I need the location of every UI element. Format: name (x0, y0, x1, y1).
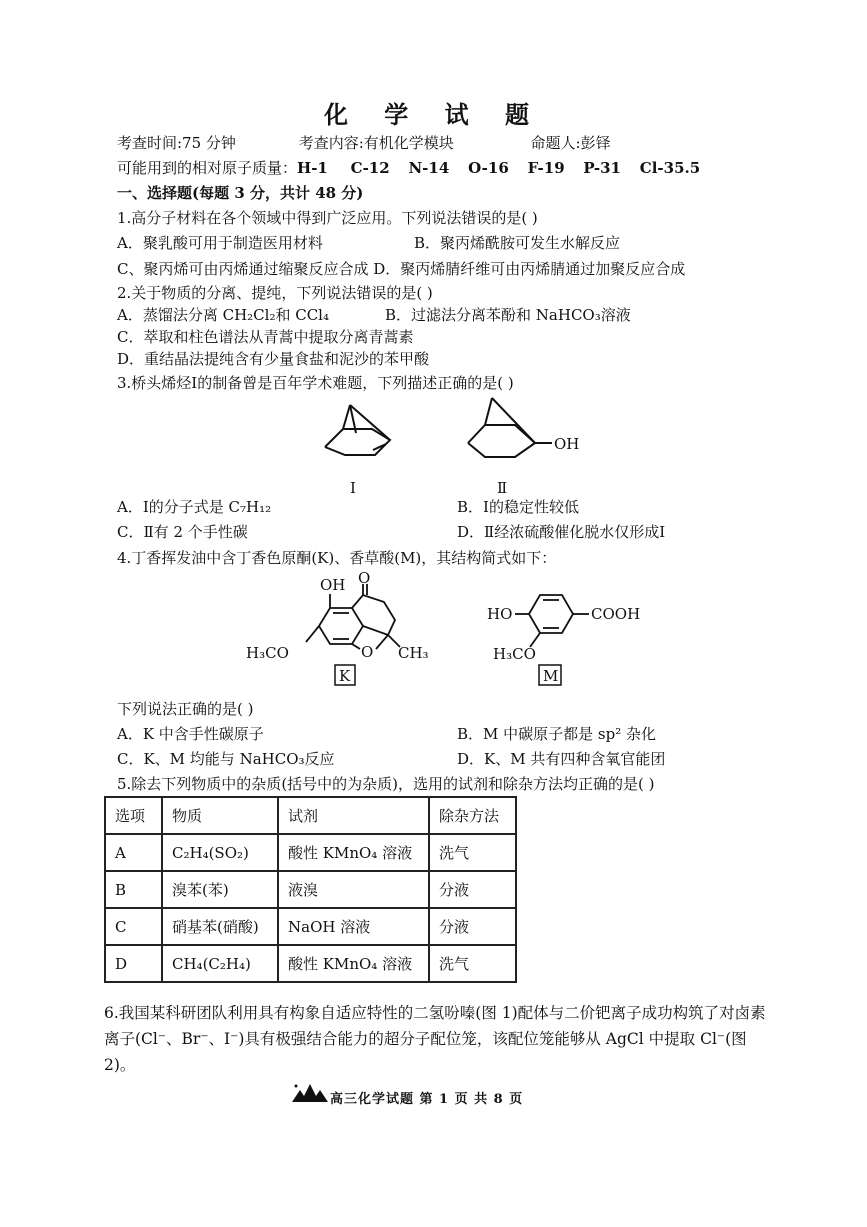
k-label: K (339, 667, 351, 685)
table-cell: 洗气 (429, 945, 516, 982)
table-cell: 分液 (429, 908, 516, 945)
table-cell: D (105, 945, 162, 982)
table-cell: NaOH 溶液 (278, 908, 429, 945)
q2-option-d: D．重结晶法提纯含有少量食盐和泥沙的苯甲酸 (117, 350, 430, 368)
q2-option-b: B．过滤法分离苯酚和 NaHCO₃溶液 (385, 306, 631, 324)
q4-option-d: D．K、M 共有四种含氧官能团 (457, 750, 666, 768)
table-cell: 分液 (429, 871, 516, 908)
table-cell: 溴苯(苯) (162, 871, 278, 908)
atomic-mass-cl: Cl-35.5 (639, 159, 701, 177)
table-cell: B (105, 871, 162, 908)
q5-stem: 5.除去下列物质中的杂质(括号中的为杂质)，选用的试剂和除杂方法均正确的是( ) (117, 775, 655, 793)
q4-stem: 4.丁香挥发油中含丁香色原酮(K)、香草酸(M)，其结构简式如下： (117, 549, 557, 567)
q3-option-c: C．Ⅱ有 2 个手性碳 (117, 523, 248, 541)
q3-structures (310, 395, 610, 500)
m-label: M (543, 667, 559, 685)
publisher-logo (290, 1080, 330, 1106)
atomic-mass-c: C-12 (350, 159, 390, 177)
q3-option-a: A．Ⅰ的分子式是 C₇H₁₂ (117, 498, 272, 516)
k-carbonyl-o: O (358, 570, 371, 587)
q2-option-a: A．蒸馏法分离 CH₂Cl₂和 CCl₄ (117, 306, 329, 324)
q4-option-b: B．M 中碳原子都是 sp² 杂化 (457, 725, 656, 743)
q1-stem: 1.高分子材料在各个领域中得到广泛应用。下列说法错误的是( ) (117, 209, 538, 227)
table-cell: 酸性 KMnO₄ 溶液 (278, 945, 429, 982)
q1-option-cd: C、聚丙烯可由丙烯通过缩聚反应合成 D．聚丙烯腈纤维可由丙烯腈通过加聚反应合成 (117, 260, 686, 278)
table-row (105, 871, 516, 908)
structure-ii (468, 398, 552, 457)
m-methoxy-group: H₃CO (493, 645, 536, 663)
k-oh-group: OH (320, 576, 346, 594)
q6-stem: 6.我国某科研团队利用具有构象自适应特性的二氢吩嗪(图 1)配体与二价钯离子成功构筑了对卤素离子(Cl⁻、Br⁻、I⁻)具有极强结合能力的超分子配位笼，该配位笼能够从 AgCl 中提取 Cl⁻(图 2)。 (104, 1004, 766, 1074)
structure-i (325, 405, 390, 455)
atomic-mass-f: F-19 (527, 159, 565, 177)
table-header-cell: 选项 (105, 797, 162, 834)
q4-option-c: C．K、M 均能与 NaHCO₃反应 (117, 750, 335, 768)
k-methyl-group: CH₃ (398, 644, 429, 662)
atomic-mass-n: N-14 (408, 159, 450, 177)
q5-table (104, 796, 517, 983)
table-cell: C (105, 908, 162, 945)
page-title: 化 学 试 题 (323, 100, 544, 129)
q1-option-b: B．聚丙烯酰胺可发生水解反应 (414, 234, 621, 252)
table-cell: CH₄(C₂H₄) (162, 945, 278, 982)
table-row (105, 834, 516, 871)
table-cell: A (105, 834, 162, 871)
exam-meta (117, 133, 611, 153)
atomic-mass-h: H-1 (297, 159, 328, 177)
k-methoxy-group: H₃CO (246, 644, 289, 662)
exam-time: 考查时间:75 分钟 (117, 134, 236, 152)
exam-content: 考查内容:有机化学模块 (298, 134, 454, 152)
table-header-cell: 物质 (162, 797, 278, 834)
q3-stem: 3.桥头烯烃Ⅰ的制备曾是百年学术难题，下列描述正确的是( ) (117, 374, 514, 392)
table-cell: 酸性 KMnO₄ 溶液 (278, 834, 429, 871)
q3-option-b: B．Ⅰ的稳定性较低 (457, 498, 579, 516)
q4-structures (240, 570, 660, 695)
m-carboxyl-group: COOH (591, 605, 641, 623)
label-i: Ⅰ (350, 479, 356, 497)
table-header-cell: 除杂方法 (429, 797, 516, 834)
atomic-mass-p: P-31 (583, 159, 621, 177)
q4-option-a: A．K 中含手性碳原子 (117, 725, 264, 743)
table-header-cell: 试剂 (278, 797, 429, 834)
q2-stem: 2.关于物质的分离、提纯，下列说法错误的是( ) (117, 284, 433, 302)
q3-option-d: D．Ⅱ经浓硫酸催化脱水仅形成Ⅰ (457, 523, 666, 541)
table-row (105, 908, 516, 945)
table-cell: 硝基苯(硝酸) (162, 908, 278, 945)
m-hydroxy-group: HO (487, 605, 513, 623)
section-heading: 一、选择题(每题 3 分，共计 48 分) (117, 184, 364, 202)
page-footer: 高三化学试题 第 1 页 共 8 页 (330, 1092, 524, 1107)
q2-option-c: C．萃取和柱色谱法从青蒿中提取分离青蒿素 (117, 328, 414, 346)
table-cell: C₂H₄(SO₂) (162, 834, 278, 871)
table-cell: 液溴 (278, 871, 429, 908)
q3-oh-group: OH (554, 435, 580, 453)
label-ii: Ⅱ (497, 479, 508, 497)
q4-question: 下列说法正确的是( ) (117, 700, 254, 718)
k-ring-o: O (361, 643, 374, 661)
q1-option-a: A．聚乳酸可用于制造医用材料 (117, 234, 323, 252)
atomic-mass-o: O-16 (468, 159, 509, 177)
table-row (105, 945, 516, 982)
atomic-mass-line (117, 158, 700, 178)
table-cell: 洗气 (429, 834, 516, 871)
exam-author: 命题人:彭铎 (530, 134, 611, 152)
structure-m (515, 595, 589, 647)
table-header-row (105, 797, 516, 834)
atomic-mass-label: 可能用到的相对原子质量： (117, 159, 298, 177)
